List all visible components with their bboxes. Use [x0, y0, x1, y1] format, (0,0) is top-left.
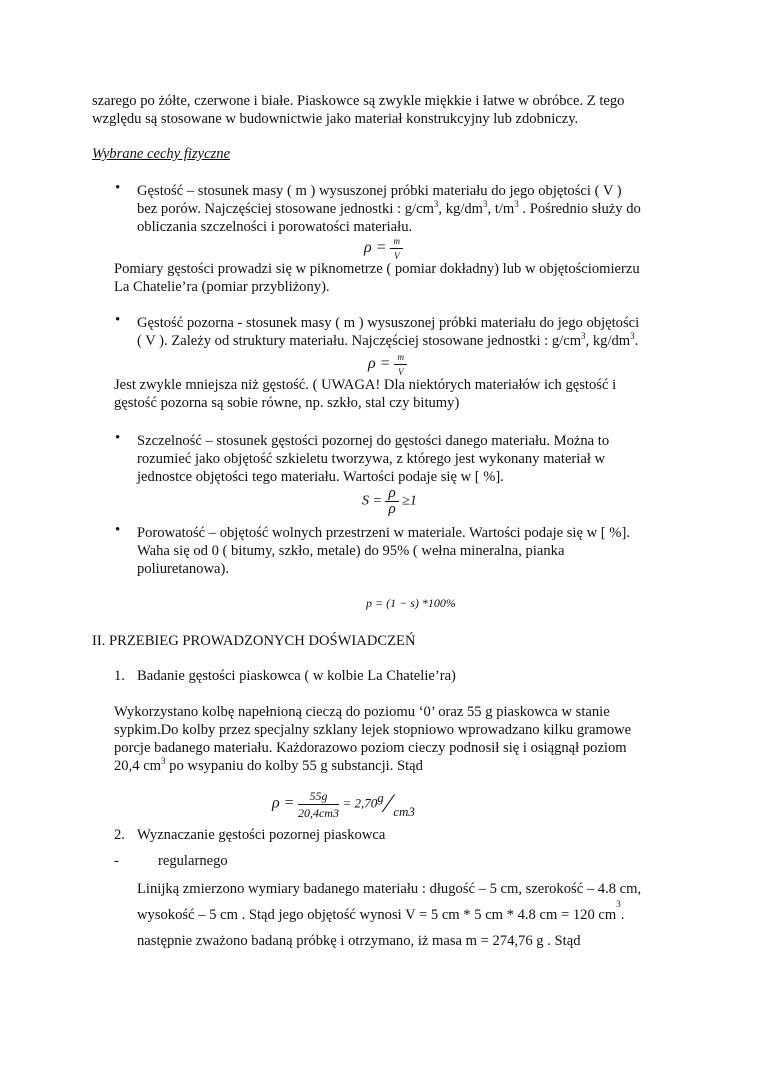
- step-2-number: 2.: [114, 827, 125, 843]
- apparent-formula: ρ = $\frac{m}{V}$: [368, 350, 407, 379]
- apparent-line-2: ( V ). Zależy od struktury materiału. Najczęściej stosowane jednostki : $g/cm^3$, $kg/dm^3$.: [137, 331, 639, 349]
- step-2-line-3: następnie zważono badaną próbkę i otrzymano, iż masa m = 274,76 g . Stąd: [137, 933, 581, 949]
- porosity-line-1: Porowatość – objętość wolnych przestrzeni w materiale. Wartości podaje się w [ %].: [137, 525, 630, 541]
- density-line-3: obliczania szczelności i porowatości materiału.: [137, 219, 413, 235]
- apparent-line-1: Gęstość pozorna - stosunek masy ( m ) wysuszonej próbki materiału do jego objętości: [137, 315, 640, 331]
- step-1-line-1: Wykorzystano kolbę napełnioną cieczą do poziomu ‘0’ oraz 55 g piaskowca w stanie: [114, 704, 610, 720]
- porosity-line-2: Waha się od 0 ( bitumy, szkło, metale) do 95% ( wełna mineralna, pianka: [137, 543, 565, 559]
- apparent-after-1: Jest zwykle mniejsza niż gęstość. ( UWAGA! Dla niektórych materiałów ich gęstość i: [114, 377, 617, 393]
- porosity-formula: p = (1 − s) *100%: [366, 596, 456, 610]
- density-formula: ρ = $\frac{m}{V}$: [364, 234, 403, 263]
- tightness-line-3: jednostce objętości tego materiału. Wartości podaje się w [ %].: [137, 469, 504, 485]
- bullet-apparent-density: •: [115, 312, 121, 328]
- step-1-line-3: porcje badanego materiału. Każdorazowo poziom cieczy podnosił się i osiągnął poziom: [114, 740, 627, 756]
- tightness-formula: S = $\frac{\rho}{\rho}$ ≥1: [362, 485, 417, 517]
- step-1-line-4: 20,4 $cm^3$ po wsypaniu do kolby 55 g substancji. Stąd: [114, 756, 423, 774]
- tightness-line-2: rozumieć jako objętość szkieletu tworzywa, z którego jest wykonany materiał w: [137, 451, 606, 467]
- fraction-slash-icon: ⁄: [386, 788, 391, 818]
- step-2-line-1: Linijką zmierzono wymiary badanego materiału : długość – 5 cm, szerokość – 4.8 cm,: [137, 881, 642, 897]
- density-line-2: bez porów. Najczęściej stosowane jednostki : $g/cm^3$, $kg/dm^3$, $t/m^3$ . Pośrednio służy do: [137, 199, 641, 217]
- step-1-line-2: sypkim.Do kolby przez specjalny szklany lejek stopniowo wprowadzano kilku gramowe: [114, 722, 632, 738]
- step-1-formula: ρ = $\frac{55g}{20,4cm3}$ = 2,70 g ⁄ cm3: [272, 788, 415, 820]
- density-line-1: Gęstość – stosunek masy ( m ) wysuszonej próbki materiału do jego objętości ( V ): [137, 183, 622, 199]
- bullet-porosity: •: [115, 522, 121, 538]
- tightness-line-1: Szczelność – stosunek gęstości pozornej do gęstości danego materiału. Można to: [137, 433, 610, 449]
- density-after-1: Pomiary gęstości prowadzi się w piknometrze ( pomiar dokładny) lub w objętościomierzu: [114, 261, 640, 277]
- section-title: Wybrane cechy fizyczne: [92, 146, 231, 162]
- density-after-2: La Chatelie’ra (pomiar przybliżony).: [114, 279, 330, 295]
- intro-line-1: szarego po żółte, czerwone i białe. Piaskowce są zwykle miękkie i łatwe w obróbce. Z tego: [92, 93, 625, 109]
- section-2-title: II. PRZEBIEG PROWADZONYCH DOŚWIADCZEŃ: [92, 633, 416, 649]
- bullet-tightness: •: [115, 430, 121, 446]
- step-2-title: Wyznaczanie gęstości pozornej piaskowca: [137, 827, 386, 843]
- step-1-number: 1.: [114, 668, 125, 684]
- porosity-line-3: poliuretanowa).: [137, 561, 229, 577]
- apparent-after-2: gęstość pozorna są sobie równe, np. szkło, stal czy bitumy): [114, 395, 460, 411]
- step-1-title: Badanie gęstości piaskowca ( w kolbie La Chatelie’ra): [137, 668, 456, 684]
- step-2-line-2: wysokość – 5 cm . Stąd jego objętość wynosi V = 5 cm * 5 cm * 4.8 cm = 120 $cm^3$.: [137, 899, 625, 923]
- intro-line-2: względu są stosowane w budownictwie jako materiał konstrukcyjny lub zdobniczy.: [92, 111, 579, 127]
- step-2-dash: -: [114, 853, 119, 869]
- bullet-density: •: [115, 180, 121, 196]
- step-2-sub: regularnego: [158, 853, 228, 869]
